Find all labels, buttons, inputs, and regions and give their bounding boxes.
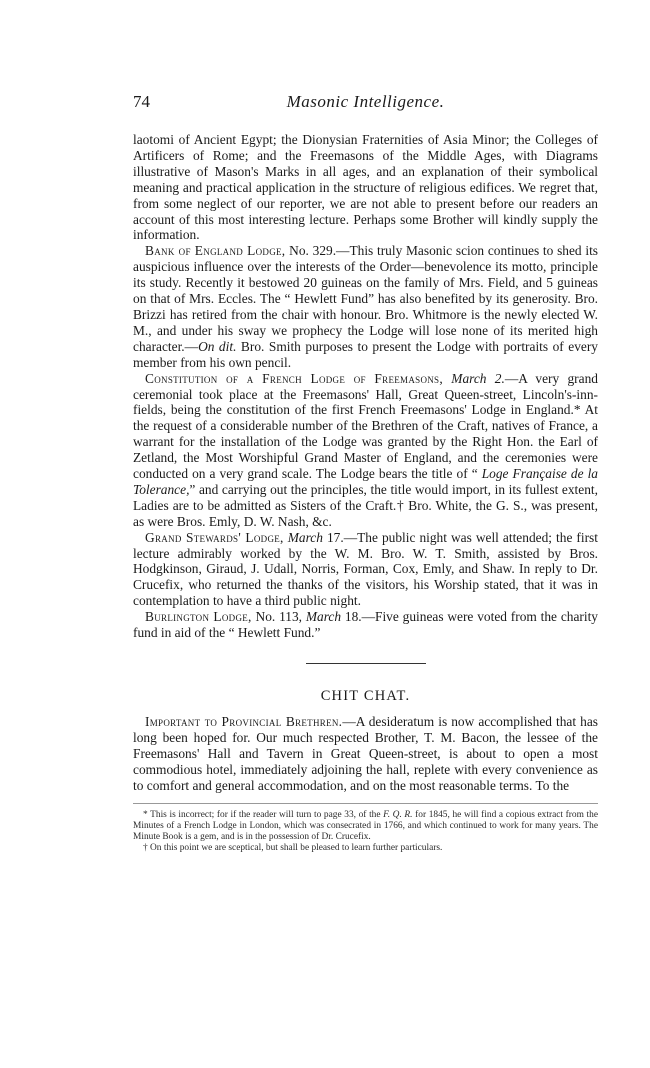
footnote-text: for 1845, he will find a copious extract from the Minutes of a French Lodge in London, which was consecrated in 1766, and which continued to work for many years. The Minute Book is a gem, and is in the possession of Dr. Crucefix. xyxy=(133,809,598,842)
paragraph-text: 18.—Five guineas were voted from the charity fund in aid of the “ Hewlett Fund.” xyxy=(133,609,598,641)
paragraph-burlington-lodge xyxy=(133,609,598,641)
footnote-dagger: † On this point we are sceptical, but shall be pleased to learn further particulars. xyxy=(143,843,443,854)
paragraph-text: —A desideratum is now accomplished that has long been hoped for. Our much respected Brother, T. M. Bacon, the lessee of the Freemasons' Hall and Tavern in Great Queen-street, is about to open a most commodious hotel, immediately adjoining the hall, replete with every convenience as to comfort and general accommodation, and on the most reasonable terms. To the xyxy=(133,714,598,793)
lodge-name: Grand Stewards' Lodge, xyxy=(145,529,284,545)
paragraph-french-lodge xyxy=(133,371,598,530)
footnotes xyxy=(133,803,598,855)
running-title: Masonic Intelligence. xyxy=(286,92,445,111)
lodge-name: Constitution of a French Lodge of Freemasons, xyxy=(145,370,444,386)
section-heading: CHIT CHAT. xyxy=(320,688,411,704)
footnote-reference: F. Q. R. xyxy=(383,809,413,820)
paragraph-text: —A very grand ceremonial took place at the Freemasons' Hall, Great Queen-street, Lincoln's-inn-fields, being the constitution of the first French Freemasons' Lodge in England.* At the request of a considerable number of the Brethren of the Craft, natives of France, a warrant for the installation of the Lodge was granted by the Right Hon. the Earl of Zetland, the Most Worshipful Grand Master of England, and the ceremonies were conducted on a very grand scale. The Lodge bears the title of “ xyxy=(133,370,598,482)
paragraph-text: Bro. Smith purposes to present the Lodge with portraits of every member from his own pencil. xyxy=(133,338,598,370)
page-number: 74 xyxy=(133,92,150,111)
section-divider xyxy=(306,663,426,664)
italic-phrase: On dit. xyxy=(198,338,237,354)
lodge-name: Bank of England Lodge, xyxy=(145,243,286,259)
date: March 2. xyxy=(443,370,505,386)
paragraph-chit-chat xyxy=(133,714,598,794)
footnote-text: * This is incorrect; for if the reader will turn to page 33, of the xyxy=(143,809,384,820)
paragraph-text: No. 113, xyxy=(251,609,306,625)
paragraph-grand-stewards-lodge xyxy=(133,530,598,610)
item-title: Important to Provincial Brethren. xyxy=(145,714,343,729)
paragraph-bank-of-england-lodge xyxy=(133,243,598,370)
date: March xyxy=(305,609,342,625)
page-header xyxy=(133,92,598,116)
paragraph-text: ” and carrying out the principles, the title would import, in its fullest extent, Ladies are to be admitted as Sisters of the Craft.† Bro. White, the G. S., was present, as were Bros. Emly, D. W. Nash, &c. xyxy=(133,481,598,529)
paragraph-lecture-continuation: laotomi of Ancient Egypt; the Dionysian Fraternities of Asia Minor; the Colleges of Artificers of Rome; and the Freemasons of the Middle Ages, with Diagrams illustrative of Mason's Marks in all ages, and an explanation of their symbolical meaning and practical application in the structure of religious edifices. We regret that, from some neglect of our reporter, we are not able to present before our readers an account of this most interesting lecture. Perhaps some Brother will kindly supply the information. xyxy=(133,132,598,243)
date: March xyxy=(283,529,323,545)
italic-phrase: Loge Française de la Tolerance, xyxy=(133,466,598,497)
paragraph-text: No. 329.—This truly Masonic scion continues to shed its auspicious influence over the interests of the Order—benevolence its motto, principle its study. Recently it bestowed 20 guineas on the family of Mrs. Field, and 5 guineas on that of Mrs. Eccles. The “ Hewlett Fund” has also benefited by its generosity. Bro. Brizzi has retired from the chair with honour. Bro. Whitmore is the newly elected W. M., and under his sway we prophecy the Lodge will lose none of its merited high character.— xyxy=(133,243,598,354)
footnote-asterisk xyxy=(133,810,598,844)
lodge-name: Burlington Lodge, xyxy=(145,609,252,625)
page xyxy=(133,92,598,854)
paragraph-text: 17.—The public night was well attended; the first lecture admirably worked by the W. M. Bro. W. T. Smith, assisted by Bros. Hodgkinson, Giraud, J. Udall, Norris, Forman, Cox, Emly, and Shaw. In reply to Dr. Crucefix, who returned the thanks of the visitors, his Worship stated, that it was in contemplation to have a third public night. xyxy=(133,529,598,609)
